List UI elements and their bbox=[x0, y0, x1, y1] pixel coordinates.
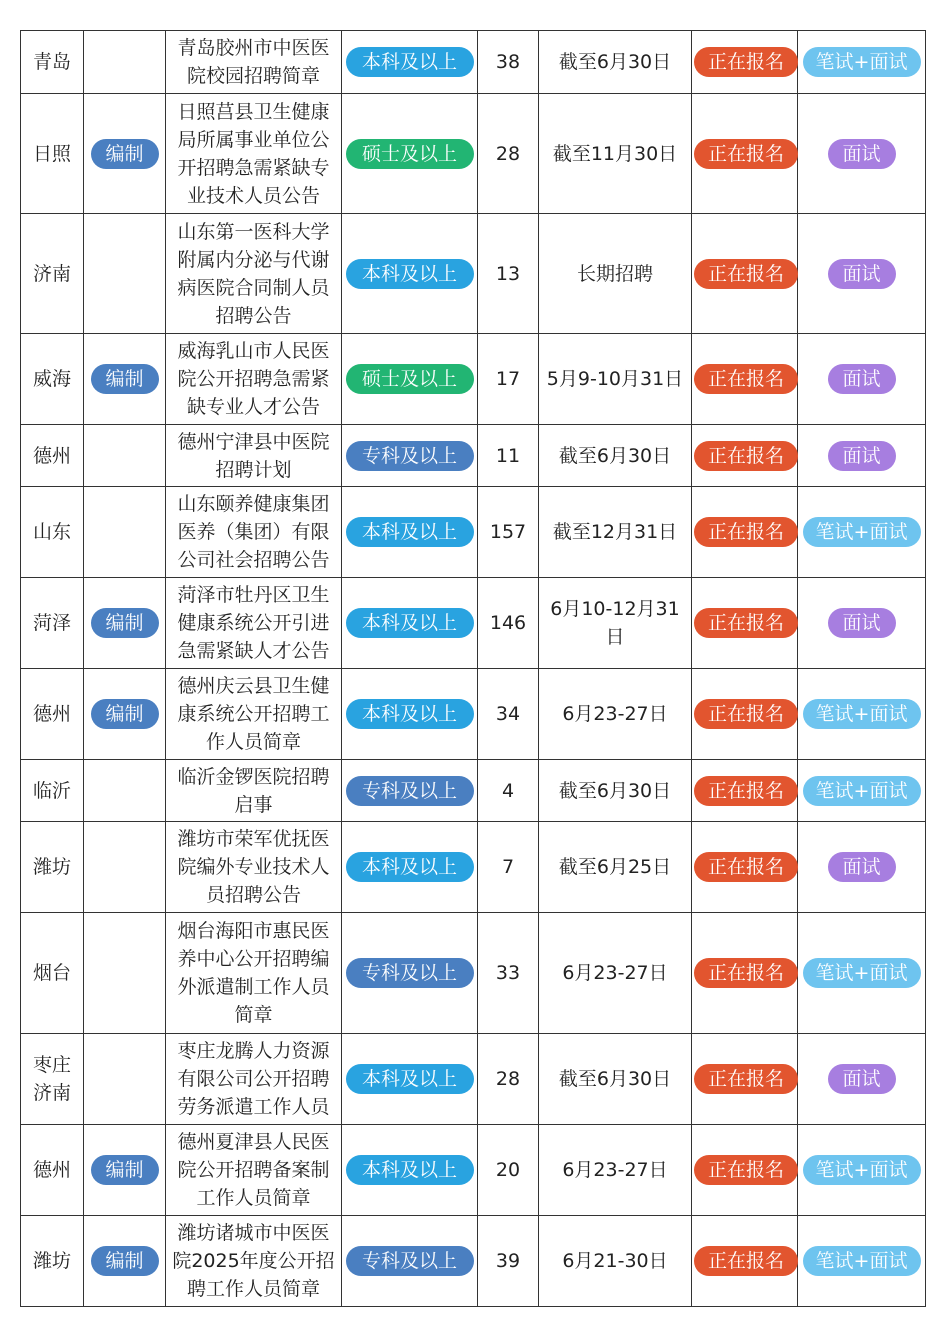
table-row bbox=[21, 760, 926, 822]
date-cell bbox=[539, 214, 692, 334]
city-label: 枣庄济南 bbox=[32, 1054, 71, 1104]
exam-method-badge: 笔试+面试 bbox=[803, 699, 921, 729]
date-cell bbox=[539, 487, 692, 578]
hire-count: 20 bbox=[495, 1159, 521, 1181]
education-badge: 本科及以上 bbox=[346, 608, 474, 638]
city-label: 菏泽 bbox=[32, 612, 71, 634]
city-label: 德州 bbox=[32, 703, 71, 725]
date-cell bbox=[539, 334, 692, 425]
method-cell bbox=[798, 487, 926, 578]
hire-count: 157 bbox=[489, 521, 527, 543]
status-cell bbox=[692, 425, 798, 487]
method-cell bbox=[798, 1216, 926, 1307]
table-row bbox=[21, 487, 926, 578]
hire-count: 39 bbox=[495, 1250, 521, 1272]
count-cell bbox=[478, 1216, 539, 1307]
bianzhi-cell bbox=[84, 31, 166, 94]
education-cell bbox=[342, 760, 478, 822]
education-badge: 专科及以上 bbox=[346, 1246, 474, 1276]
education-cell bbox=[342, 913, 478, 1034]
education-badge: 硕士及以上 bbox=[346, 139, 474, 169]
date-cell bbox=[539, 578, 692, 669]
deadline-text: 长期招聘 bbox=[576, 262, 653, 285]
education-badge: 专科及以上 bbox=[346, 776, 474, 806]
job-title-link[interactable]: 山东颐养健康集团医养（集团）有限公司社会招聘公告 bbox=[177, 493, 330, 571]
deadline-text: 截至6月30日 bbox=[558, 51, 672, 73]
title-cell bbox=[166, 822, 342, 913]
date-cell bbox=[539, 669, 692, 760]
date-cell bbox=[539, 822, 692, 913]
city-cell bbox=[21, 487, 84, 578]
method-cell bbox=[798, 1125, 926, 1216]
city-cell bbox=[21, 913, 84, 1034]
count-cell bbox=[478, 214, 539, 334]
status-badge[interactable]: 正在报名 bbox=[694, 699, 798, 729]
bianzhi-badge: 编制 bbox=[91, 364, 159, 394]
city-label: 德州 bbox=[32, 1159, 71, 1181]
status-cell bbox=[692, 822, 798, 913]
bianzhi-cell bbox=[84, 578, 166, 669]
status-badge[interactable]: 正在报名 bbox=[694, 139, 798, 169]
method-cell bbox=[798, 94, 926, 214]
city-cell bbox=[21, 669, 84, 760]
city-label: 临沂 bbox=[32, 779, 71, 802]
bianzhi-cell bbox=[84, 1034, 166, 1125]
title-cell bbox=[166, 487, 342, 578]
status-cell bbox=[692, 487, 798, 578]
deadline-text: 截至6月30日 bbox=[558, 779, 672, 802]
education-badge: 本科及以上 bbox=[346, 699, 474, 729]
deadline-text: 截至12月31日 bbox=[552, 521, 678, 543]
title-cell bbox=[166, 578, 342, 669]
table-row bbox=[21, 913, 926, 1034]
title-cell bbox=[166, 214, 342, 334]
city-label: 日照 bbox=[32, 142, 71, 165]
education-cell bbox=[342, 1216, 478, 1307]
status-cell bbox=[692, 913, 798, 1034]
city-label: 威海 bbox=[32, 368, 71, 390]
hire-count: 34 bbox=[495, 703, 521, 725]
status-badge[interactable]: 正在报名 bbox=[694, 776, 798, 806]
city-cell bbox=[21, 822, 84, 913]
education-badge: 专科及以上 bbox=[346, 441, 474, 471]
date-cell bbox=[539, 913, 692, 1034]
title-cell bbox=[166, 669, 342, 760]
status-badge[interactable]: 正在报名 bbox=[694, 958, 798, 988]
education-cell bbox=[342, 669, 478, 760]
table-row bbox=[21, 1034, 926, 1125]
table-row bbox=[21, 1216, 926, 1307]
title-cell bbox=[166, 94, 342, 214]
city-label: 青岛 bbox=[32, 51, 71, 73]
title-cell bbox=[166, 1216, 342, 1307]
status-cell bbox=[692, 214, 798, 334]
city-cell bbox=[21, 214, 84, 334]
count-cell bbox=[478, 913, 539, 1034]
status-cell bbox=[692, 760, 798, 822]
bianzhi-cell bbox=[84, 1216, 166, 1307]
exam-method-badge: 面试 bbox=[828, 139, 896, 169]
table-row bbox=[21, 94, 926, 214]
deadline-text: 截至6月30日 bbox=[558, 444, 672, 467]
bianzhi-cell bbox=[84, 214, 166, 334]
title-cell bbox=[166, 760, 342, 822]
hire-count: 17 bbox=[495, 368, 521, 390]
education-cell bbox=[342, 1125, 478, 1216]
city-label: 潍坊 bbox=[32, 856, 71, 878]
education-badge: 本科及以上 bbox=[346, 852, 474, 882]
hire-count: 38 bbox=[495, 51, 521, 73]
deadline-text: 6月23-27日 bbox=[562, 1159, 668, 1181]
education-badge: 本科及以上 bbox=[346, 259, 474, 289]
bianzhi-cell bbox=[84, 425, 166, 487]
table-row bbox=[21, 334, 926, 425]
bianzhi-cell bbox=[84, 94, 166, 214]
date-cell bbox=[539, 31, 692, 94]
date-cell bbox=[539, 760, 692, 822]
status-badge[interactable]: 正在报名 bbox=[694, 441, 798, 471]
exam-method-badge: 面试 bbox=[828, 852, 896, 882]
deadline-text: 6月23-27日 bbox=[562, 703, 668, 725]
status-cell bbox=[692, 669, 798, 760]
city-cell bbox=[21, 31, 84, 94]
status-badge[interactable]: 正在报名 bbox=[694, 1064, 798, 1094]
table-row bbox=[21, 214, 926, 334]
job-title-link[interactable]: 威海乳山市人民医院公开招聘急需紧缺专业人才公告 bbox=[177, 340, 330, 418]
deadline-text: 6月10-12月31日 bbox=[550, 598, 680, 648]
status-badge[interactable]: 正在报名 bbox=[694, 517, 798, 547]
exam-method-badge: 面试 bbox=[828, 441, 896, 471]
deadline-text: 6月21-30日 bbox=[562, 1250, 668, 1272]
bianzhi-cell bbox=[84, 1125, 166, 1216]
education-cell bbox=[342, 31, 478, 94]
method-cell bbox=[798, 425, 926, 487]
deadline-text: 5月9-10月31日 bbox=[546, 368, 684, 390]
hire-count: 13 bbox=[495, 262, 521, 285]
city-cell bbox=[21, 1034, 84, 1125]
status-badge[interactable]: 正在报名 bbox=[694, 608, 798, 638]
exam-method-badge: 笔试+面试 bbox=[803, 1246, 921, 1276]
bianzhi-badge: 编制 bbox=[91, 1246, 159, 1276]
status-badge[interactable]: 正在报名 bbox=[694, 259, 798, 289]
status-cell bbox=[692, 31, 798, 94]
recruitment-table bbox=[20, 30, 926, 1307]
title-cell bbox=[166, 1034, 342, 1125]
job-title-link[interactable]: 潍坊市荣军优抚医院编外专业技术人员招聘公告 bbox=[177, 828, 330, 906]
education-badge: 本科及以上 bbox=[346, 1064, 474, 1094]
method-cell bbox=[798, 1034, 926, 1125]
city-label: 山东 bbox=[32, 521, 71, 543]
education-badge: 硕士及以上 bbox=[346, 364, 474, 394]
method-cell bbox=[798, 760, 926, 822]
status-cell bbox=[692, 1034, 798, 1125]
deadline-text: 截至6月25日 bbox=[558, 856, 672, 878]
city-label: 潍坊 bbox=[32, 1250, 71, 1272]
count-cell bbox=[478, 1034, 539, 1125]
bianzhi-cell bbox=[84, 669, 166, 760]
job-title-link[interactable]: 德州夏津县人民医院公开招聘备案制工作人员简章 bbox=[177, 1131, 330, 1209]
deadline-text: 截至6月30日 bbox=[558, 1068, 672, 1090]
exam-method-badge: 笔试+面试 bbox=[803, 776, 921, 806]
status-badge[interactable]: 正在报名 bbox=[694, 1155, 798, 1185]
bianzhi-badge: 编制 bbox=[91, 608, 159, 638]
status-badge[interactable]: 正在报名 bbox=[694, 852, 798, 882]
city-cell bbox=[21, 1125, 84, 1216]
status-cell bbox=[692, 1125, 798, 1216]
education-badge: 本科及以上 bbox=[346, 517, 474, 547]
method-cell bbox=[798, 31, 926, 94]
exam-method-badge: 笔试+面试 bbox=[803, 47, 921, 77]
title-cell bbox=[166, 1125, 342, 1216]
city-cell bbox=[21, 425, 84, 487]
status-badge[interactable]: 正在报名 bbox=[694, 1246, 798, 1276]
education-cell bbox=[342, 1034, 478, 1125]
count-cell bbox=[478, 94, 539, 214]
count-cell bbox=[478, 425, 539, 487]
education-badge: 本科及以上 bbox=[346, 1155, 474, 1185]
count-cell bbox=[478, 31, 539, 94]
method-cell bbox=[798, 669, 926, 760]
count-cell bbox=[478, 578, 539, 669]
table-row bbox=[21, 822, 926, 913]
job-title-link[interactable]: 枣庄龙腾人力资源有限公司公开招聘劳务派遣工作人员 bbox=[177, 1040, 330, 1118]
status-badge[interactable]: 正在报名 bbox=[694, 364, 798, 394]
count-cell bbox=[478, 334, 539, 425]
exam-method-badge: 笔试+面试 bbox=[803, 1155, 921, 1185]
education-badge: 本科及以上 bbox=[346, 47, 474, 77]
bianzhi-badge: 编制 bbox=[91, 699, 159, 729]
date-cell bbox=[539, 425, 692, 487]
method-cell bbox=[798, 214, 926, 334]
bianzhi-cell bbox=[84, 760, 166, 822]
deadline-text: 6月23-27日 bbox=[562, 962, 668, 984]
job-title-link[interactable]: 德州庆云县卫生健康系统公开招聘工作人员简章 bbox=[177, 675, 330, 753]
job-title-link[interactable]: 烟台海阳市惠民医养中心公开招聘编外派遣制工作人员简章 bbox=[177, 920, 330, 1026]
education-cell bbox=[342, 487, 478, 578]
date-cell bbox=[539, 94, 692, 214]
exam-method-badge: 笔试+面试 bbox=[803, 517, 921, 547]
count-cell bbox=[478, 669, 539, 760]
method-cell bbox=[798, 822, 926, 913]
city-cell bbox=[21, 1216, 84, 1307]
deadline-text: 截至11月30日 bbox=[552, 142, 678, 165]
date-cell bbox=[539, 1034, 692, 1125]
bianzhi-badge: 编制 bbox=[91, 139, 159, 169]
bianzhi-badge: 编制 bbox=[91, 1155, 159, 1185]
bianzhi-cell bbox=[84, 822, 166, 913]
count-cell bbox=[478, 760, 539, 822]
hire-count: 28 bbox=[495, 142, 521, 165]
count-cell bbox=[478, 1125, 539, 1216]
exam-method-badge: 面试 bbox=[828, 1064, 896, 1094]
hire-count: 7 bbox=[501, 856, 515, 878]
bianzhi-cell bbox=[84, 334, 166, 425]
hire-count: 4 bbox=[501, 779, 515, 802]
city-cell bbox=[21, 578, 84, 669]
status-cell bbox=[692, 578, 798, 669]
title-cell bbox=[166, 425, 342, 487]
city-cell bbox=[21, 760, 84, 822]
bianzhi-cell bbox=[84, 487, 166, 578]
education-cell bbox=[342, 214, 478, 334]
job-title-link[interactable]: 潍坊诸城市中医医院2025年度公开招聘工作人员简章 bbox=[172, 1222, 335, 1300]
status-cell bbox=[692, 94, 798, 214]
education-cell bbox=[342, 822, 478, 913]
hire-count: 28 bbox=[495, 1068, 521, 1090]
city-label: 济南 bbox=[32, 262, 71, 285]
education-cell bbox=[342, 425, 478, 487]
education-cell bbox=[342, 578, 478, 669]
exam-method-badge: 面试 bbox=[828, 259, 896, 289]
status-cell bbox=[692, 334, 798, 425]
title-cell bbox=[166, 913, 342, 1034]
exam-method-badge: 面试 bbox=[828, 608, 896, 638]
method-cell bbox=[798, 578, 926, 669]
title-cell bbox=[166, 31, 342, 94]
title-cell bbox=[166, 334, 342, 425]
method-cell bbox=[798, 334, 926, 425]
city-label: 德州 bbox=[32, 444, 71, 467]
count-cell bbox=[478, 822, 539, 913]
education-cell bbox=[342, 334, 478, 425]
date-cell bbox=[539, 1125, 692, 1216]
table-row bbox=[21, 1125, 926, 1216]
job-title-link[interactable]: 日照莒县卫生健康局所属事业单位公开招聘急需紧缺专业技术人员公告 bbox=[177, 100, 330, 207]
education-badge: 专科及以上 bbox=[346, 958, 474, 988]
exam-method-badge: 笔试+面试 bbox=[803, 958, 921, 988]
status-badge[interactable]: 正在报名 bbox=[694, 47, 798, 77]
job-title-link[interactable]: 临沂金锣医院招聘启事 bbox=[177, 765, 330, 816]
hire-count: 146 bbox=[489, 612, 527, 634]
job-title-link[interactable]: 山东第一医科大学附属内分泌与代谢病医院合同制人员招聘公告 bbox=[177, 220, 330, 327]
table-row bbox=[21, 578, 926, 669]
table-body bbox=[21, 31, 926, 1307]
exam-method-badge: 面试 bbox=[828, 364, 896, 394]
hire-count: 11 bbox=[495, 444, 521, 467]
job-title-link[interactable]: 德州宁津县中医院招聘计划 bbox=[177, 430, 330, 481]
education-cell bbox=[342, 94, 478, 214]
method-cell bbox=[798, 913, 926, 1034]
job-title-link[interactable]: 青岛胶州市中医医院校园招聘简章 bbox=[177, 37, 330, 87]
table-row bbox=[21, 425, 926, 487]
city-label: 烟台 bbox=[32, 962, 71, 984]
hire-count: 33 bbox=[495, 962, 521, 984]
bianzhi-cell bbox=[84, 913, 166, 1034]
table-row bbox=[21, 31, 926, 94]
status-cell bbox=[692, 1216, 798, 1307]
city-cell bbox=[21, 334, 84, 425]
job-title-link[interactable]: 菏泽市牡丹区卫生健康系统公开引进急需紧缺人才公告 bbox=[177, 584, 330, 662]
table-row bbox=[21, 669, 926, 760]
date-cell bbox=[539, 1216, 692, 1307]
count-cell bbox=[478, 487, 539, 578]
city-cell bbox=[21, 94, 84, 214]
